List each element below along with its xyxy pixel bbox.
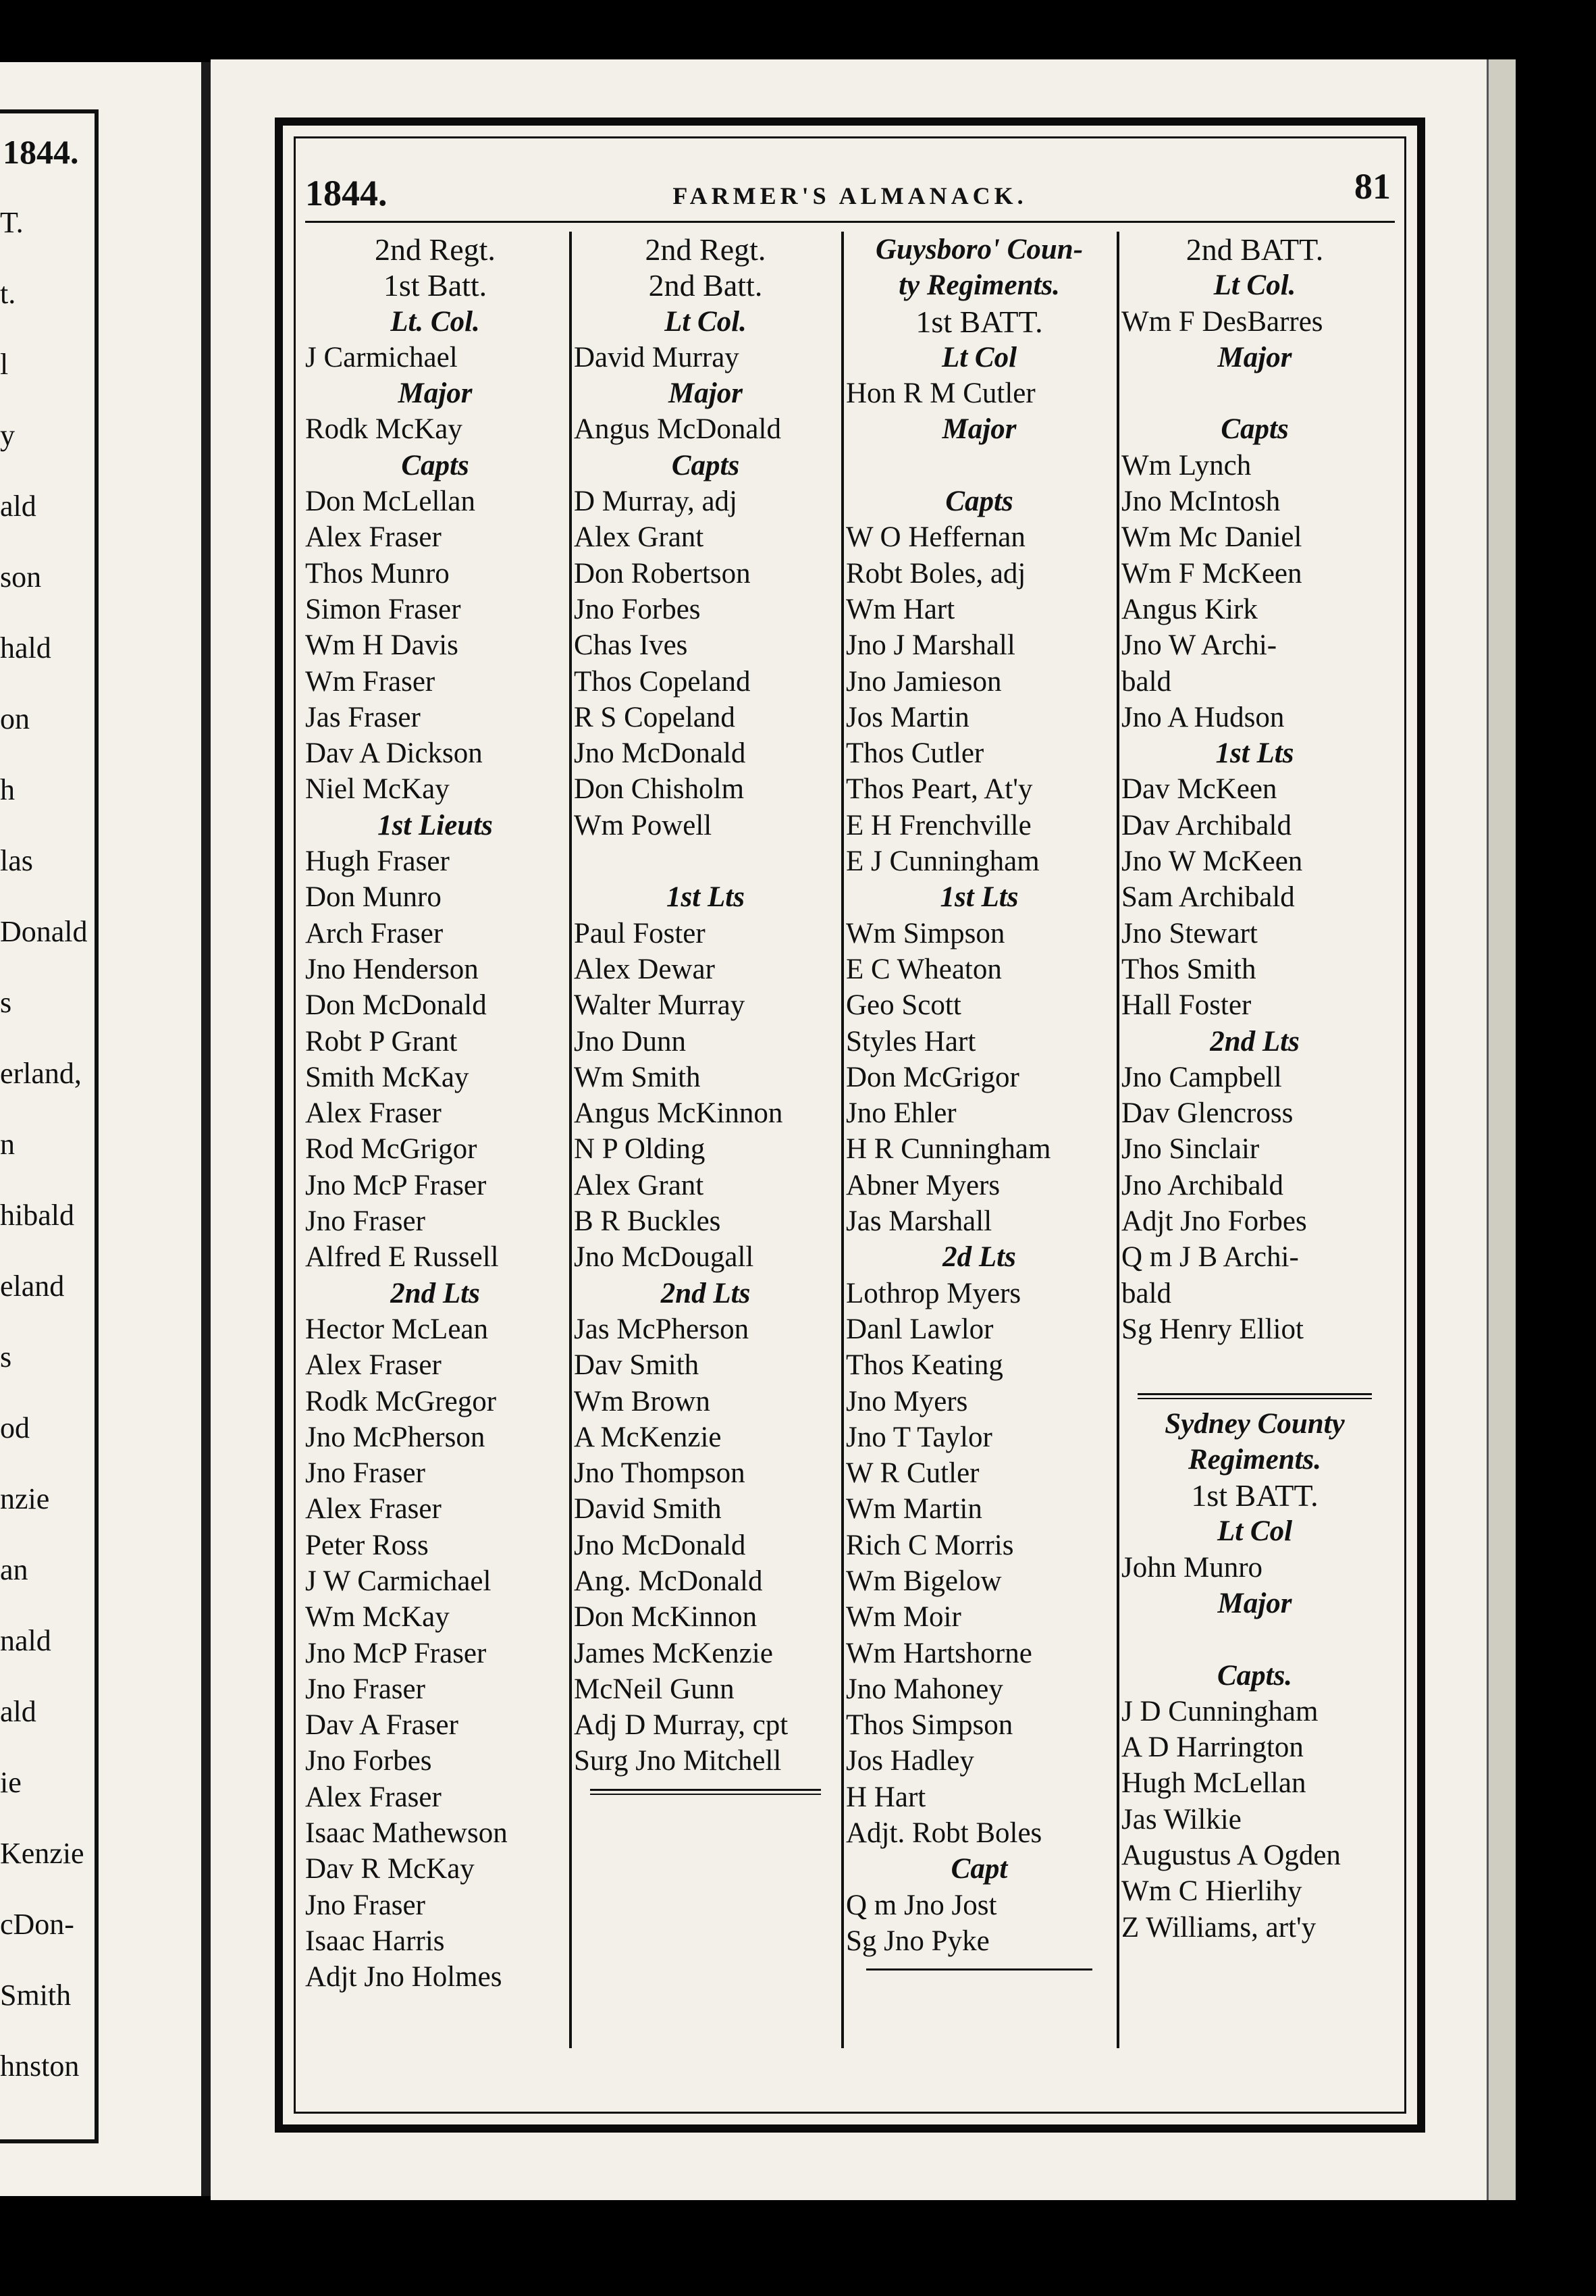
roster-entry: Jno McDougall	[574, 1241, 754, 1274]
roster-entry: Jno T Taylor	[846, 1421, 992, 1453]
roster-entry: Thos Keating	[846, 1349, 1003, 1382]
rank-heading: Capts.	[1217, 1659, 1293, 1692]
roster-entry: Alex Fraser	[305, 521, 442, 554]
roster-entry: Dav Archibald	[1121, 809, 1292, 841]
rank-heading: 2nd Lts	[660, 1277, 751, 1309]
roster-entry: Ang. McDonald	[574, 1565, 763, 1597]
left-page-text-fragment: l	[0, 348, 9, 381]
column-guysboro-county	[846, 232, 1113, 2082]
left-page-text-fragment: ald	[0, 490, 36, 523]
roster-entry: John Munro	[1121, 1551, 1263, 1584]
roster-entry: Adjt. Robt Boles	[846, 1817, 1042, 1850]
rank-heading: Lt Col	[1217, 1515, 1293, 1548]
section-heading: 2nd Regt.	[375, 232, 496, 267]
roster-entry: Danl Lawlor	[846, 1313, 994, 1345]
roster-entry: Adjt Jno Forbes	[1121, 1205, 1307, 1238]
roster-entry: Jno Forbes	[574, 593, 701, 625]
roster-entry: Hugh McLellan	[1121, 1767, 1306, 1800]
header-rule	[305, 221, 1395, 223]
roster-entry: E C Wheaton	[846, 953, 1002, 985]
roster-entry: Don McLellan	[305, 486, 475, 518]
section-heading: 2nd Batt.	[648, 268, 763, 303]
left-page-text-fragment: las	[0, 844, 33, 877]
roster-entry: Jno Sinclair	[1121, 1133, 1260, 1166]
roster-entry: Alfred E Russell	[305, 1241, 499, 1274]
roster-entry: Don Munro	[305, 881, 442, 914]
roster-entry: Wm Lynch	[1121, 449, 1252, 481]
roster-entry: Z Williams, art'y	[1121, 1911, 1316, 1943]
left-page-text-fragment: an	[0, 1553, 28, 1586]
section-rule	[866, 1968, 1092, 1987]
rank-heading: Major	[942, 413, 1017, 446]
left-page-fragment	[0, 62, 201, 2196]
roster-entry: Jno McP Fraser	[305, 1169, 487, 1201]
roster-entry: Hector McLean	[305, 1313, 488, 1345]
rank-heading: Capts	[401, 449, 469, 481]
roster-entry: Jas Fraser	[305, 701, 421, 733]
roster-entry: Jno J Marshall	[846, 629, 1015, 662]
roster-entry: Jno Fraser	[305, 1673, 425, 1705]
roster-entry: B R Buckles	[574, 1205, 721, 1238]
roster-entry: J Carmichael	[305, 341, 458, 373]
section-rule	[1138, 1393, 1372, 1399]
roster-entry: Peter Ross	[305, 1529, 429, 1561]
rank-heading: Major	[668, 377, 743, 410]
roster-entry: Jno Fraser	[305, 1889, 425, 1921]
left-page-text-fragment: son	[0, 560, 42, 594]
roster-entry: David Murray	[574, 341, 739, 373]
roster-entry: Rodk McKay	[305, 413, 462, 446]
roster-entry: Jno McDonald	[574, 737, 746, 770]
section-heading: 2nd Regt.	[645, 232, 766, 267]
rank-heading: Regiments.	[1188, 1443, 1322, 1476]
rank-heading: Major	[1217, 341, 1292, 373]
book-binding	[201, 62, 211, 2196]
rank-heading: Guysboro' Coun-	[875, 234, 1084, 265]
roster-entry: Isaac Mathewson	[305, 1817, 508, 1850]
running-header	[305, 166, 1395, 219]
roster-entry: Jno W McKeen	[1121, 845, 1303, 878]
roster-entry: Paul Foster	[574, 917, 706, 949]
roster-entry: Jno Dunn	[574, 1025, 687, 1058]
roster-entry: Wm Mc Daniel	[1121, 521, 1302, 554]
roster-entry: Jno Jamieson	[846, 665, 1002, 698]
roster-entry: Wm F DesBarres	[1121, 305, 1323, 338]
roster-entry: Wm Hart	[846, 593, 955, 625]
rank-heading: Major	[1217, 1587, 1292, 1619]
roster-entry: Q m J B Archi-	[1121, 1241, 1299, 1274]
rank-heading: 1st Lts	[666, 881, 745, 914]
roster-entry: Hall Foster	[1121, 989, 1252, 1022]
roster-entry: N P Olding	[574, 1133, 706, 1166]
roster-entry: Dav R McKay	[305, 1853, 475, 1885]
left-page-text-fragment: ald	[0, 1695, 36, 1728]
roster-entry: Jno Thompson	[574, 1457, 745, 1490]
roster-entry: E H Frenchville	[846, 809, 1032, 841]
roster-entry: Angus Kirk	[1121, 593, 1258, 625]
roster-entry: Geo Scott	[846, 989, 961, 1022]
roster-entry: Don Robertson	[574, 557, 751, 590]
roster-entry: J W Carmichael	[305, 1565, 491, 1597]
blank-line	[1121, 1347, 1388, 1383]
roster-entry: Dav Smith	[574, 1349, 699, 1382]
section-rule	[590, 1789, 821, 1795]
roster-entry: Jno Myers	[846, 1385, 968, 1417]
roster-entry: Wm Hartshorne	[846, 1637, 1032, 1669]
roster-entry: Robt P Grant	[305, 1025, 458, 1058]
left-page-text-fragment: t.	[0, 277, 16, 310]
left-page-text-fragment: hnston	[0, 2050, 80, 2083]
roster-entry: A D Harrington	[1121, 1731, 1304, 1764]
left-page-text-fragment: hibald	[0, 1199, 74, 1232]
left-page-text-fragment: ie	[0, 1766, 22, 1799]
rank-heading: Capts	[1221, 413, 1289, 446]
section-heading: 2nd BATT.	[1186, 232, 1324, 267]
left-page-text-fragment: on	[0, 702, 30, 735]
left-page-text-fragment: y	[0, 419, 15, 452]
column-2nd-regt-2nd-batt	[574, 232, 837, 2082]
rank-heading: Major	[398, 377, 473, 410]
roster-entry: Wm Simpson	[846, 917, 1005, 949]
rank-heading: Lt. Col.	[390, 305, 480, 338]
roster-entry: Jas Marshall	[846, 1205, 992, 1238]
page-number: 81	[1354, 166, 1391, 207]
left-page-text-fragment: eland	[0, 1270, 65, 1303]
roster-entry: Alex Fraser	[305, 1493, 442, 1525]
rank-heading: Capts	[671, 449, 740, 481]
roster-entry: Rod McGrigor	[305, 1133, 477, 1166]
roster-entry: Rodk McGregor	[305, 1385, 497, 1417]
column-2nd-regt-1st-batt	[305, 232, 565, 2082]
roster-entry: Jno McP Fraser	[305, 1637, 487, 1669]
roster-entry: Rich C Morris	[846, 1529, 1014, 1561]
roster-entry: Wm Moir	[846, 1601, 961, 1634]
rank-heading: 1st Lts	[940, 881, 1019, 914]
roster-entry: Alex Dewar	[574, 953, 715, 985]
roster-entry: H Hart	[846, 1781, 926, 1813]
left-page-text-fragment: s	[0, 986, 12, 1019]
roster-entry: Lothrop Myers	[846, 1277, 1021, 1309]
roster-entry: Alex Fraser	[305, 1349, 442, 1382]
section-heading: 1st BATT.	[915, 304, 1043, 339]
blank-line	[846, 448, 1113, 484]
roster-entry: Wm H Davis	[305, 629, 458, 662]
roster-entry: Jno Mahoney	[846, 1673, 1003, 1705]
roster-entry: Jno McDonald	[574, 1529, 746, 1561]
left-page-text-fragment: erland,	[0, 1057, 82, 1090]
roster-entry: Jno W Archi-	[1121, 629, 1277, 662]
roster-entry: Alex Fraser	[305, 1781, 442, 1813]
roster-entry: McNeil Gunn	[574, 1673, 735, 1705]
roster-entry: David Smith	[574, 1493, 722, 1525]
left-page-text-fragment: Donald	[0, 915, 88, 948]
rank-heading: Lt Col.	[664, 305, 747, 338]
left-page-text-fragment: h	[0, 773, 15, 806]
page-inner-frame	[294, 136, 1406, 2114]
roster-entry: bald	[1121, 665, 1172, 698]
roster-entry: Dav Glencross	[1121, 1097, 1294, 1130]
roster-entry: Adj D Murray, cpt	[574, 1709, 789, 1742]
rank-heading: Capt	[951, 1853, 1008, 1885]
roster-entry: Jno Ehler	[846, 1097, 957, 1130]
rank-heading: ty Regiments.	[899, 269, 1060, 302]
left-page-text-fragment: Smith	[0, 1979, 72, 2012]
roster-entry: Adjt Jno Holmes	[305, 1961, 502, 1993]
column-divider	[569, 232, 572, 2048]
roster-entry: Jno Campbell	[1121, 1061, 1282, 1093]
roster-entry: Angus McKinnon	[574, 1097, 783, 1130]
roster-entry: Don McKinnon	[574, 1601, 757, 1634]
section-heading: 1st Batt.	[383, 268, 487, 303]
left-page-text-fragment: s	[0, 1340, 12, 1374]
roster-entry: Thos Simpson	[846, 1709, 1013, 1742]
left-page-text-fragment: T.	[0, 206, 24, 239]
roster-entry: Jos Hadley	[846, 1745, 974, 1777]
column-guysboro-2nd-batt-sydney	[1121, 232, 1388, 2082]
rank-heading: 1st Lieuts	[377, 809, 493, 841]
rank-heading: 1st Lts	[1215, 737, 1294, 770]
roster-entry: Surg Jno Mitchell	[574, 1745, 782, 1777]
roster-entry: Don Chisholm	[574, 773, 745, 806]
roster-entry: Jos Martin	[846, 701, 969, 733]
left-page-text-fragment: n	[0, 1128, 15, 1161]
roster-entry: Dav McKeen	[1121, 773, 1277, 806]
rank-heading: Lt Col.	[1213, 269, 1296, 302]
roster-entry: A McKenzie	[574, 1421, 722, 1453]
roster-entry: Jno Stewart	[1121, 917, 1258, 949]
left-page-text-fragment: Kenzie	[0, 1837, 84, 1870]
roster-entry: Wm McKay	[305, 1601, 450, 1634]
roster-entry: Jno Archibald	[1121, 1169, 1284, 1201]
roster-entry: Jno McIntosh	[1121, 486, 1281, 518]
roster-entry: Jno Henderson	[305, 953, 479, 985]
roster-entry: Jno Forbes	[305, 1745, 432, 1777]
roster-entry: Thos Munro	[305, 557, 450, 590]
left-page-text-fragment: nzie	[0, 1482, 50, 1515]
page-frame	[275, 118, 1425, 2133]
roster-entry: Dav A Dickson	[305, 737, 483, 770]
roster-entry: Thos Smith	[1121, 953, 1256, 985]
roster-entry: W R Cutler	[846, 1457, 980, 1490]
column-divider	[841, 232, 844, 2048]
roster-entry: Dav A Fraser	[305, 1709, 458, 1742]
roster-entry: Sam Archibald	[1121, 881, 1295, 914]
roster-entry: Styles Hart	[846, 1025, 976, 1058]
roster-entry: Jno McPherson	[305, 1421, 485, 1453]
roster-entry: E J Cunningham	[846, 845, 1040, 878]
roster-entry: Jno A Hudson	[1121, 701, 1285, 733]
left-page-text-fragment: nald	[0, 1624, 51, 1657]
roster-entry: Don McGrigor	[846, 1061, 1019, 1093]
header-title: FARMER'S ALMANACK.	[672, 182, 1028, 209]
rank-heading: Lt Col	[941, 341, 1017, 373]
left-page-year: 1844.	[3, 133, 79, 171]
roster-entry: Augustus A Ogden	[1121, 1840, 1341, 1872]
roster-entry: J D Cunningham	[1121, 1695, 1319, 1727]
left-page-text-fragment: hald	[0, 631, 51, 664]
roster-entry: Jno Fraser	[305, 1205, 425, 1238]
roster-entry: Wm C Hierlihy	[1121, 1875, 1302, 1908]
roster-entry: Arch Fraser	[305, 917, 444, 949]
rank-heading: Capts	[945, 486, 1013, 518]
roster-entry: D Murray, adj	[574, 486, 738, 518]
roster-entry: Sg Jno Pyke	[846, 1925, 990, 1957]
roster-entry: W O Heffernan	[846, 521, 1026, 554]
roster-entry: Niel McKay	[305, 773, 450, 806]
roster-entry: Angus McDonald	[574, 413, 781, 446]
column-divider	[1117, 232, 1119, 2048]
roster-entry: Wm Powell	[574, 809, 712, 841]
roster-entry: Don McDonald	[305, 989, 487, 1022]
almanac-page	[211, 59, 1487, 2200]
roster-entry: Thos Copeland	[574, 665, 751, 698]
roster-entry: Wm F McKeen	[1121, 557, 1302, 590]
roster-entry: Alex Fraser	[305, 1097, 442, 1130]
rank-heading: 2nd Lts	[390, 1277, 480, 1309]
roster-entry: Wm Brown	[574, 1385, 710, 1417]
rank-heading: 2nd Lts	[1210, 1025, 1300, 1058]
roster-entry: Q m Jno Jost	[846, 1889, 997, 1921]
left-page-text-fragment: od	[0, 1411, 30, 1444]
roster-entry: Wm Bigelow	[846, 1565, 1002, 1597]
roster-entry: Hon R M Cutler	[846, 377, 1036, 410]
roster-entry: Wm Smith	[574, 1061, 701, 1093]
roster-entry: Chas Ives	[574, 629, 688, 662]
left-page-text-fragment: cDon-	[0, 1908, 74, 1941]
roster-entry: Alex Grant	[574, 1169, 704, 1201]
roster-entry: H R Cunningham	[846, 1133, 1051, 1166]
roster-entry: Wm Martin	[846, 1493, 982, 1525]
roster-entry: Simon Fraser	[305, 593, 461, 625]
roster-entry: R S Copeland	[574, 701, 735, 733]
roster-entry: Abner Myers	[846, 1169, 1001, 1201]
roster-entry: Wm Fraser	[305, 665, 435, 698]
roster-entry: Jas McPherson	[574, 1313, 749, 1345]
roster-entry: Walter Murray	[574, 989, 745, 1022]
roster-entry: Jno Fraser	[305, 1457, 425, 1490]
page-edge	[1487, 59, 1516, 2200]
roster-entry: Sg Henry Elliot	[1121, 1313, 1304, 1345]
roster-entry: Alex Grant	[574, 521, 704, 554]
section-heading: 1st BATT.	[1191, 1478, 1319, 1513]
rank-heading: Sydney County	[1165, 1407, 1345, 1440]
roster-entry: Isaac Harris	[305, 1925, 445, 1957]
roster-entry: Smith McKay	[305, 1061, 469, 1093]
rank-heading: 2d Lts	[942, 1241, 1016, 1274]
header-year: 1844.	[305, 173, 388, 213]
roster-entry: James McKenzie	[574, 1637, 773, 1669]
blank-line	[574, 843, 837, 879]
blank-line	[1121, 1621, 1388, 1657]
roster-entry: Jas Wilkie	[1121, 1803, 1242, 1835]
blank-line	[1121, 375, 1388, 411]
roster-entry: Thos Peart, At'y	[846, 773, 1033, 806]
roster-entry: bald	[1121, 1277, 1172, 1309]
roster-entry: Robt Boles, adj	[846, 557, 1026, 590]
roster-entry: Thos Cutler	[846, 737, 984, 770]
roster-entry: Hugh Fraser	[305, 845, 450, 878]
